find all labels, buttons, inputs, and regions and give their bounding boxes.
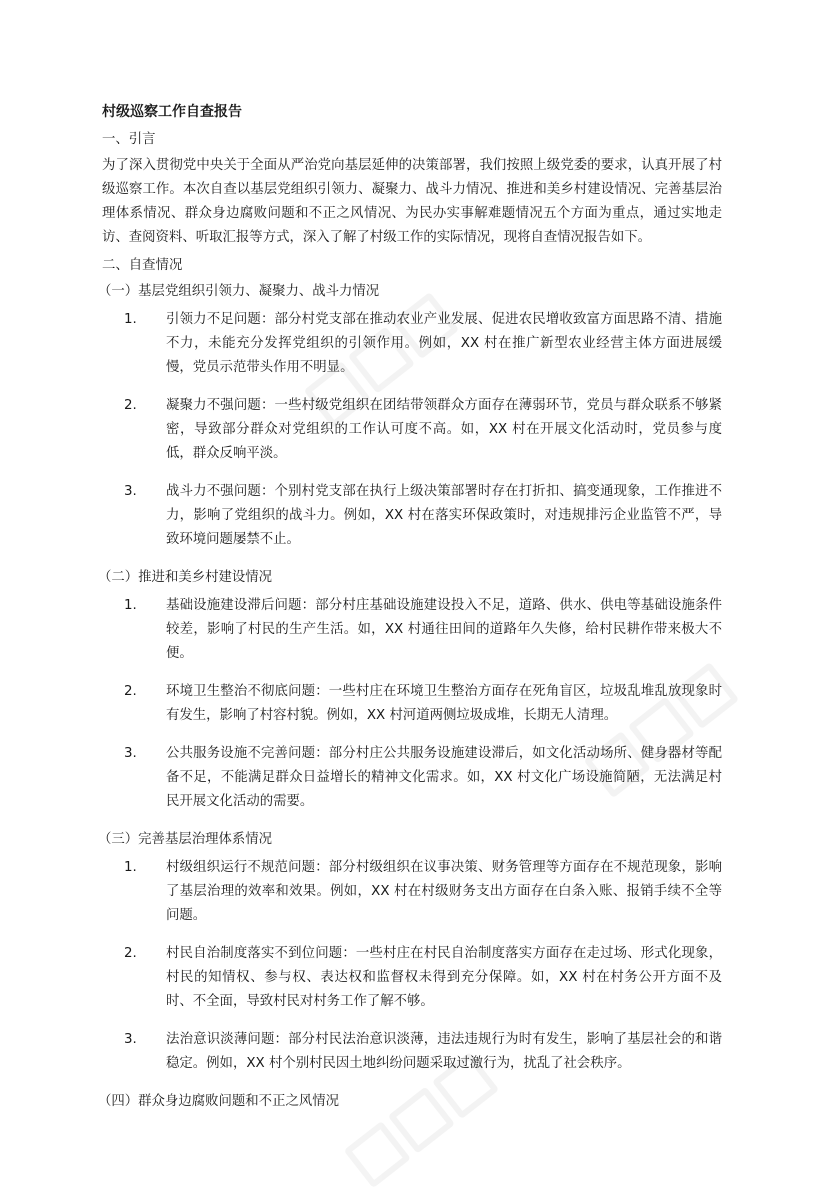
list-text: 法治意识淡薄问题：部分村民法治意识淡薄，违法违规行为时有发生，影响了基层社会的和谐稳定。例如，XX 村个别村民因土地纠纷问题采取过激行为，扰乱了社会秩序。	[166, 1032, 722, 1071]
document-title: 村级巡察工作自查报告	[102, 104, 242, 120]
list-item	[102, 742, 722, 814]
list-text: 基础设施建设滞后问题：部分村庄基础设施建设投入不足，道路、供水、供电等基础设施条件较差，影响了村民的生产生活。如，XX 村通往田间的道路年久失修，给村民耕作带来极大不便。	[166, 598, 722, 661]
list-text: 村民自治制度落实不到位问题：一些村庄在村民自治制度落实方面存在走过场、形式化现象，村民的知情权、参与权、表达权和监督权未得到充分保障。如，XX 村在村务公开方面不及时、不全面，导致村民对村务工作了解不够。	[166, 946, 722, 1009]
numbered-list	[102, 308, 722, 552]
list-text: 公共服务设施不完善问题：部分村庄公共服务设施建设滞后，如文化活动场所、健身器材等配备不足，不能满足群众日益增长的精神文化需求。如，XX 村文化广场设施简陋，无法满足村民开展文化活动的需要。	[166, 746, 722, 809]
document-body	[98, 100, 722, 1118]
list-item	[102, 394, 722, 466]
list-text: 战斗力不强问题：个别村党支部在执行上级决策部署时存在打折扣、搞变通现象，工作推进不力，影响了党组织的战斗力。例如，XX 村在落实环保政策时，对违规排污企业监管不严，导致环境问题屡禁不止。	[166, 484, 722, 547]
list-number: 2.	[124, 684, 137, 699]
list-item	[102, 680, 722, 728]
section-heading-intro: 一、引言	[102, 132, 156, 147]
list-number: 3.	[124, 1032, 137, 1047]
list-text: 引领力不足问题：部分村党支部在推动农业产业发展、促进农民增收致富方面思路不清、措施不力，未能充分发挥党组织的引领作用。例如，XX 村在推广新型农业经营主体方面进展缓慢，党员示范带头作用不明显。	[166, 312, 722, 375]
subsection-heading: （二）推进和美乡村建设情况	[98, 570, 273, 585]
list-text: 村级组织运行不规范问题：部分村级组织在议事决策、财务管理等方面存在不规范现象，影响了基层治理的效率和效果。例如，XX 村在村级财务支出方面存在白条入账、报销手续不全等问题。	[166, 860, 722, 923]
numbered-list	[102, 856, 722, 1076]
subsection-heading: （四）群众身边腐败问题和不正之风情况	[98, 1094, 340, 1109]
list-number: 3.	[124, 746, 137, 761]
list-number: 3.	[124, 484, 137, 499]
list-item	[102, 1028, 722, 1076]
subsection-heading: （三）完善基层治理体系情况	[98, 832, 273, 847]
list-item	[102, 594, 722, 666]
subsection-heading: （一）基层党组织引领力、凝聚力、战斗力情况	[98, 284, 380, 299]
intro-paragraph: 为了深入贯彻党中央关于全面从严治党向基层延伸的决策部署，我们按照上级党委的要求，认真开展了村级巡察工作。本次自查以基层党组织引领力、凝聚力、战斗力情况、推进和美乡村建设情况、完善基层治理体系情况、群众身边腐败问题和不正之风情况、为民办实事解难题情况五个方面为重点，通过实地走访、查阅资料、听取汇报等方式，深入了解了村级工作的实际情况，现将自查情况报告如下。	[102, 158, 722, 245]
list-text: 凝聚力不强问题：一些村级党组织在团结带领群众方面存在薄弱环节，党员与群众联系不够紧密，导致部分群众对党组织的工作认可度不高。如，XX 村在开展文化活动时，党员参与度低，群众反响平淡。	[166, 398, 722, 461]
list-text: 环境卫生整治不彻底问题：一些村庄在环境卫生整治方面存在死角盲区，垃圾乱堆乱放现象时有发生，影响了村容村貌。例如，XX 村河道两侧垃圾成堆，长期无人清理。	[166, 684, 722, 723]
numbered-list	[102, 594, 722, 814]
list-item	[102, 856, 722, 928]
list-item	[102, 480, 722, 552]
list-item	[102, 942, 722, 1014]
list-number: 1.	[124, 312, 137, 327]
list-number: 1.	[124, 598, 137, 613]
section-heading-self-check: 二、自查情况	[102, 258, 183, 273]
list-item	[102, 308, 722, 380]
list-number: 2.	[124, 946, 137, 961]
list-number: 1.	[124, 860, 137, 875]
list-number: 2.	[124, 398, 137, 413]
